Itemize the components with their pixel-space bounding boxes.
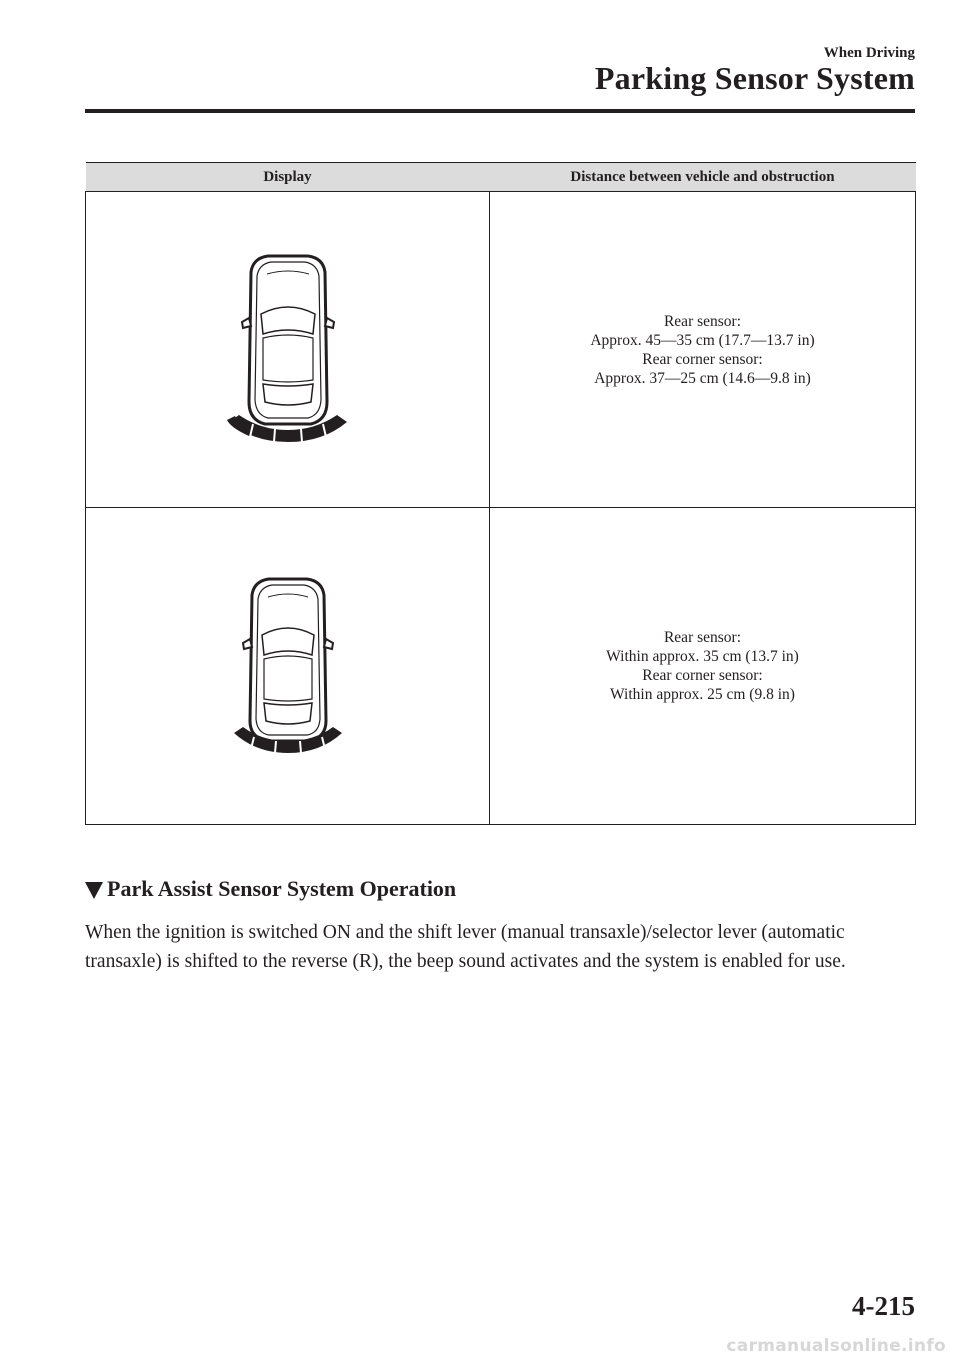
- distance-line: Rear corner sensor:: [642, 350, 763, 368]
- page-number: 4-215: [852, 1291, 915, 1321]
- table-row: [86, 508, 916, 825]
- distance-table: [85, 162, 916, 825]
- down-triangle-icon: [85, 882, 103, 899]
- col-header-distance: Distance between vehicle and obstruction: [490, 163, 916, 192]
- page-title: Parking Sensor System: [594, 60, 915, 96]
- distance-line: Approx. 37—25 cm (14.6—9.8 in): [594, 369, 811, 387]
- distance-cell: [490, 508, 916, 825]
- car-rear-sensor-diagram-icon: [223, 252, 353, 447]
- watermark: carmanualsonline.info: [726, 1336, 946, 1356]
- header-section-label: When Driving: [823, 45, 915, 61]
- section-heading-text: Park Assist Sensor System Operation: [107, 876, 457, 901]
- display-cell: [86, 192, 490, 508]
- distance-line: Rear sensor:: [663, 629, 742, 646]
- car-rear-sensor-close-diagram-icon: [230, 575, 346, 757]
- distance-line: Within approx. 35 cm (13.7 in): [606, 648, 799, 665]
- body-paragraph: When the ignition is switched ON and the shift lever (manual transaxle)/selector lever (automatic transaxle) is shifted to the reverse (R), the beep sound activates and the system is enabled for use.: [85, 922, 846, 972]
- distance-cell: [490, 192, 916, 508]
- display-cell: [86, 508, 490, 825]
- table-row: [86, 192, 916, 508]
- section-heading: [85, 876, 456, 902]
- distance-line: Approx. 45—35 cm (17.7—13.7 in): [590, 331, 815, 349]
- header-rule: [85, 109, 915, 113]
- distance-line: Rear corner sensor:: [642, 667, 763, 684]
- distance-line: Rear sensor:: [663, 312, 742, 330]
- distance-line: Within approx. 25 cm (9.8 in): [610, 686, 795, 703]
- col-header-display: Display: [86, 163, 490, 192]
